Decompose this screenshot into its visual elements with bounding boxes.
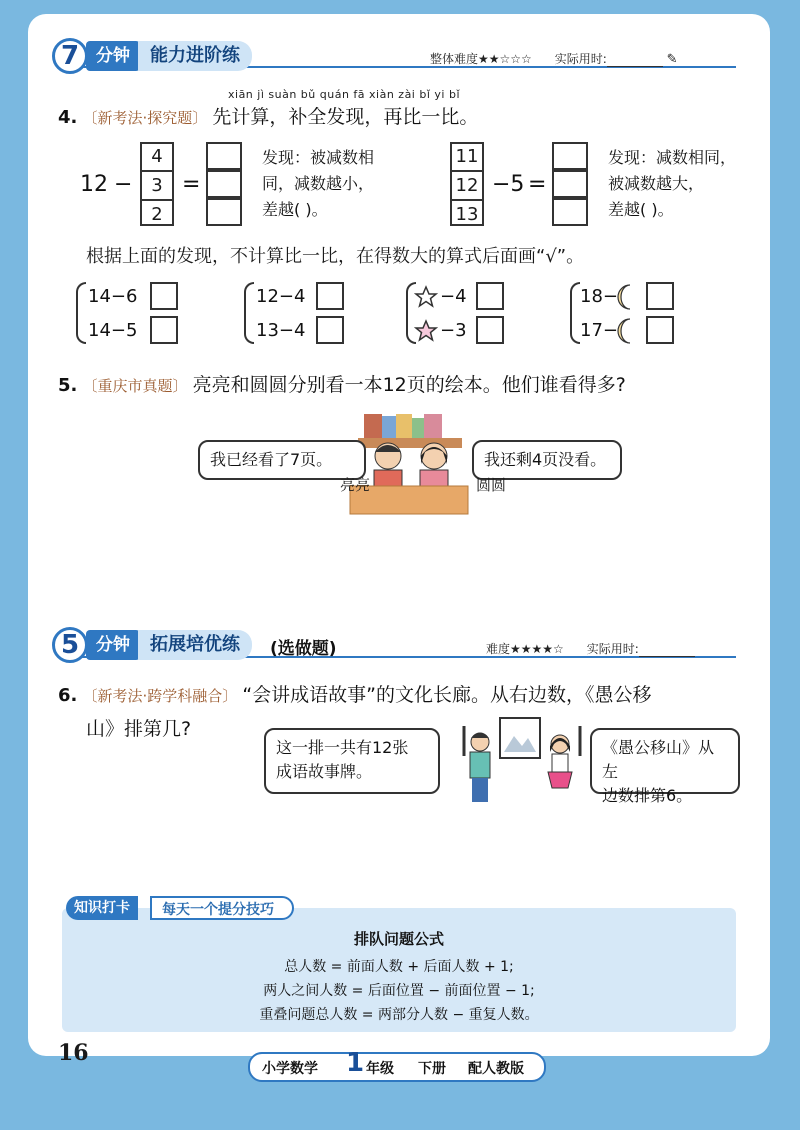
minutes-label: 分钟 <box>86 41 140 71</box>
bubble-line: 这一排一共有12张 <box>276 738 409 757</box>
pair-brace <box>570 282 580 344</box>
difficulty-info <box>430 50 677 67</box>
answer-box[interactable] <box>206 198 242 226</box>
q5-number: 5. <box>58 375 78 396</box>
section-title: 能力进阶练 <box>138 41 252 71</box>
check-box[interactable] <box>646 282 674 310</box>
page-number: 16 <box>58 1040 89 1066</box>
footer-edition: 配人教版 <box>468 1061 524 1077</box>
q4-right-op: −5 <box>492 172 525 197</box>
pair-expr-top: 14−6 <box>88 286 138 307</box>
q4-right-finding <box>608 145 736 223</box>
time-blank[interactable] <box>639 644 695 657</box>
finding-line: 发现：被减数相 <box>262 148 375 167</box>
difficulty-label: 整体难度 <box>430 52 479 66</box>
pair-expr-bottom: 13−4 <box>256 320 306 341</box>
subtrahend-cell: 4 <box>140 143 174 172</box>
minuend-cell: 11 <box>450 143 484 172</box>
speech-bubble-left <box>264 728 440 794</box>
q6-number: 6. <box>58 685 78 706</box>
q4-left-finding <box>262 145 374 223</box>
q5-text: 亮亮和圆圆分别看一本12页的绘本。他们谁看得多? <box>192 374 626 396</box>
check-box[interactable] <box>476 282 504 310</box>
check-box[interactable] <box>476 316 504 344</box>
q6-text-line2: 山》排第几? <box>86 718 192 740</box>
footer-grade: 年级 <box>366 1061 394 1077</box>
q4-left-minuend: 12 <box>80 172 108 197</box>
pair-expr-bottom: −3 <box>440 320 467 341</box>
q4-left-subtrahends <box>140 143 174 228</box>
card-title: 排队问题公式 <box>353 930 444 948</box>
moon-icon <box>612 283 638 311</box>
pair-expr-bottom: 14−5 <box>88 320 138 341</box>
finding-line: 差越( )。 <box>608 200 674 219</box>
answer-box[interactable] <box>206 142 242 170</box>
q4-instruction: 根据上面的发现，不计算比一比，在得数大的算式后面画“√”。 <box>86 246 585 267</box>
finding-line: 被减数越大， <box>608 174 705 193</box>
q4-right-eq: = <box>528 172 547 197</box>
pair-expr-top: 12−4 <box>256 286 306 307</box>
q4-number: 4. <box>58 107 78 128</box>
answer-box[interactable] <box>206 170 242 198</box>
pencil-icon: ✎ <box>666 52 678 67</box>
q4-tag: 〔新考法·探究题〕 <box>82 109 208 127</box>
q4-pinyin: xiān jì suàn bǔ quán fā xiàn zài bǐ yi bǐ <box>228 88 460 101</box>
minuend-cell: 12 <box>450 172 484 201</box>
card-tag-primary: 知识打卡 <box>66 896 138 920</box>
time-label: 实际用时: <box>554 52 607 66</box>
time-label: 实际用时: <box>586 642 639 656</box>
bubble-line: 《愚公移山》从左 <box>602 738 715 781</box>
pair-brace <box>76 282 86 344</box>
answer-box[interactable] <box>552 170 588 198</box>
difficulty-stars: ★★☆☆☆ <box>478 52 532 66</box>
name-left: 亮亮 <box>340 476 371 494</box>
q6-tag: 〔新考法·跨学科融合〕 <box>82 687 238 705</box>
q4-right-minuends <box>450 143 484 228</box>
speech-bubble-left: 我已经看了7页。 <box>198 440 366 480</box>
card-formula: 总人数 = 前面人数 + 后面人数 + 1; <box>284 959 514 975</box>
q6-text-line1: “会讲成语故事”的文化长廊。从右边数，《愚公移 <box>242 684 652 706</box>
speech-bubble-right: 我还剩4页没看。 <box>472 440 622 480</box>
check-box[interactable] <box>316 316 344 344</box>
finding-line: 发现：减数相同， <box>608 148 737 167</box>
finding-line: 差越( )。 <box>262 200 328 219</box>
card-formula: 重叠问题总人数 = 两部分人数 − 重复人数。 <box>259 1007 539 1023</box>
pair-expr-top: 18− <box>580 286 618 307</box>
check-box[interactable] <box>316 282 344 310</box>
q6-heading <box>58 680 652 707</box>
minutes-badge: 5 <box>52 627 88 663</box>
card-formula: 两人之间人数 = 后面位置 − 前面位置 − 1; <box>263 983 535 999</box>
bubble-line: 成语故事牌。 <box>276 762 373 781</box>
check-box[interactable] <box>150 316 178 344</box>
gallery-illustration <box>456 716 586 806</box>
bubble-line: 边数排第6。 <box>602 786 693 805</box>
pair-brace <box>244 282 254 344</box>
finding-line: 同，减数越小， <box>262 174 375 193</box>
q5-tag: 〔重庆市真题〕 <box>82 377 188 395</box>
pair-expr-top: −4 <box>440 286 467 307</box>
speech-bubble-right <box>590 728 740 805</box>
subtrahend-cell: 2 <box>151 204 163 225</box>
check-box[interactable] <box>150 282 178 310</box>
pair-expr-bottom: 17− <box>580 320 618 341</box>
difficulty-label: 难度 <box>486 642 511 656</box>
optional-label: (选做题) <box>270 639 337 659</box>
footer-grade-number: 1 <box>346 1048 365 1078</box>
q4-left-op: − <box>114 172 133 197</box>
check-box[interactable] <box>646 316 674 344</box>
answer-box[interactable] <box>552 198 588 226</box>
section-title: 拓展培优练 <box>138 630 252 660</box>
footer-subject: 小学数学 <box>262 1061 318 1077</box>
q4-left-eq: = <box>182 172 201 197</box>
q5-heading <box>58 370 626 397</box>
star-icon <box>414 285 438 309</box>
minutes-badge: 7 <box>52 38 88 74</box>
q4-heading <box>58 102 478 129</box>
footer-volume: 下册 <box>418 1061 446 1077</box>
time-blank[interactable] <box>607 54 663 67</box>
q4-text: 先计算，补全发现，再比一比。 <box>212 106 479 128</box>
card-tag-secondary: 每天一个提分技巧 <box>150 896 294 920</box>
pink-star-icon <box>414 319 438 343</box>
moon-icon <box>612 317 638 345</box>
minuend-cell: 13 <box>455 204 479 225</box>
minutes-label: 分钟 <box>86 630 140 660</box>
difficulty-stars: ★★★★☆ <box>510 642 564 656</box>
name-right: 圆圆 <box>476 476 507 494</box>
subtrahend-cell: 3 <box>140 172 174 201</box>
difficulty-info <box>486 640 695 657</box>
answer-box[interactable] <box>552 142 588 170</box>
